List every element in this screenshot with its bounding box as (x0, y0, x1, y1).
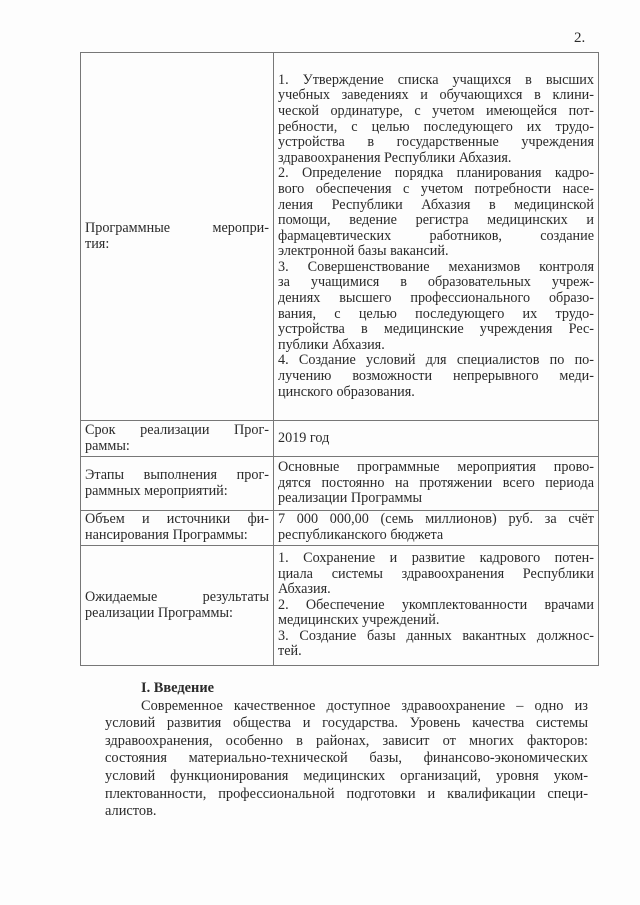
table-row (81, 511, 599, 546)
text-line: электронной базы вакансий. (278, 243, 449, 260)
text-line: публики Абхазия. (278, 336, 385, 353)
text-line: лучению возможности непрерывного меди- (278, 368, 594, 385)
text-line: тей. (278, 643, 302, 660)
text-line: ребности, с целью последующего их трудо- (278, 118, 594, 135)
text-line: 2019 год (278, 429, 330, 446)
text-line: 1. Сохранение и развитие кадрового потен- (278, 549, 594, 566)
text-line: республиканского бюджета (278, 527, 444, 543)
text-line: Срок реализации Прог- (85, 421, 269, 438)
text-line: за учащимися в образовательных учреж- (278, 274, 594, 291)
text-line: 3. Создание базы данных вакантных должнос- (278, 627, 594, 644)
text-line: медицинских учреждений. (278, 612, 440, 629)
text-line: Абхазия. (278, 581, 331, 598)
section-heading: I. Введение (141, 680, 214, 696)
row-value (274, 511, 599, 546)
row-label (81, 53, 274, 421)
text-line: Основные программные мероприятия прово- (278, 459, 594, 476)
text-line: реализации Программы (278, 490, 423, 507)
table-row (81, 546, 599, 666)
text-line: алистов. (105, 803, 157, 820)
text-line: раммы: (85, 437, 130, 454)
text-line: фармацевтических работников, создание (278, 227, 594, 244)
text-line: ческой ординатуре, с учетом имеющейся пот- (278, 102, 594, 119)
row-label (81, 511, 274, 546)
text-line: Ожидаемые результаты (85, 588, 269, 605)
text-line: Этапы выполнения прог- (85, 466, 269, 483)
text-line: Объем и источники фи- (85, 511, 269, 528)
row-label (81, 546, 274, 666)
text-line: тия: (85, 235, 110, 252)
text-line: раммных мероприятий: (85, 482, 228, 499)
table-row (81, 457, 599, 511)
row-label (81, 457, 274, 511)
row-value (274, 53, 599, 421)
table-row (81, 53, 599, 421)
text-line: условий развития общества и государства. Уровень качества системы (105, 715, 588, 732)
text-line: условий функционирования медицинских организаций, уровня уком- (105, 767, 588, 784)
program-passport-table (80, 52, 599, 666)
row-label (81, 421, 274, 457)
text-line: нансирования Программы: (85, 527, 248, 543)
text-line: 3. Совершенствование механизмов контроля (278, 258, 594, 275)
text-line: реализации Программы: (85, 604, 233, 621)
text-line: 2. Определение порядка планирования кадро- (278, 165, 594, 182)
text-line: здравоохранения Республики Абхазия. (278, 149, 512, 166)
table-row (81, 421, 599, 457)
text-line: учебных заведениях и обучающихся в клини- (278, 87, 594, 104)
row-value (274, 457, 599, 511)
text-line: циала системы здравоохранения Республики (278, 565, 594, 582)
text-line: вого обеспечения с учетом потребности насе- (278, 180, 594, 197)
text-line: дениях высшего профессионального образо- (278, 290, 594, 307)
page-number: 2. (574, 30, 586, 46)
text-line: вания, с целью последующего их трудо- (278, 305, 594, 322)
text-line: Программные меропри- (85, 219, 269, 236)
text-line: Современное качественное доступное здравоохранение – одно из (141, 697, 588, 714)
text-line: здравоохранения, особенно в районах, зависит от многих факторов: (105, 732, 588, 749)
text-line: устройства в медицинские учреждения Рес- (278, 321, 594, 338)
text-line: 2. Обеспечение укомплектованности врачами (278, 596, 594, 613)
text-line: цинского образования. (278, 383, 415, 400)
text-line: 4. Создание условий для специалистов по по- (278, 352, 594, 369)
text-line: ления Республики Абхазия в медицинской (278, 196, 594, 213)
introduction-section (105, 680, 588, 821)
text-line: плектованности, профессиональной подготовки и квалификации специ- (105, 785, 588, 802)
text-line: состояния материально-технической базы, финансово-экономических (105, 750, 588, 767)
row-value (274, 421, 599, 457)
text-line: дятся постоянно на протяжении всего периода (278, 474, 594, 491)
text-line: 1. Утверждение списка учащихся в высших (278, 71, 594, 88)
text-line: устройства в государственные учреждения (278, 134, 594, 151)
text-line: помощи, ведение регистра медицинских и (278, 212, 594, 229)
intro-paragraph (105, 698, 588, 821)
row-value (274, 546, 599, 666)
text-line: 7 000 000,00 (семь миллионов) руб. за счёт (278, 511, 594, 528)
